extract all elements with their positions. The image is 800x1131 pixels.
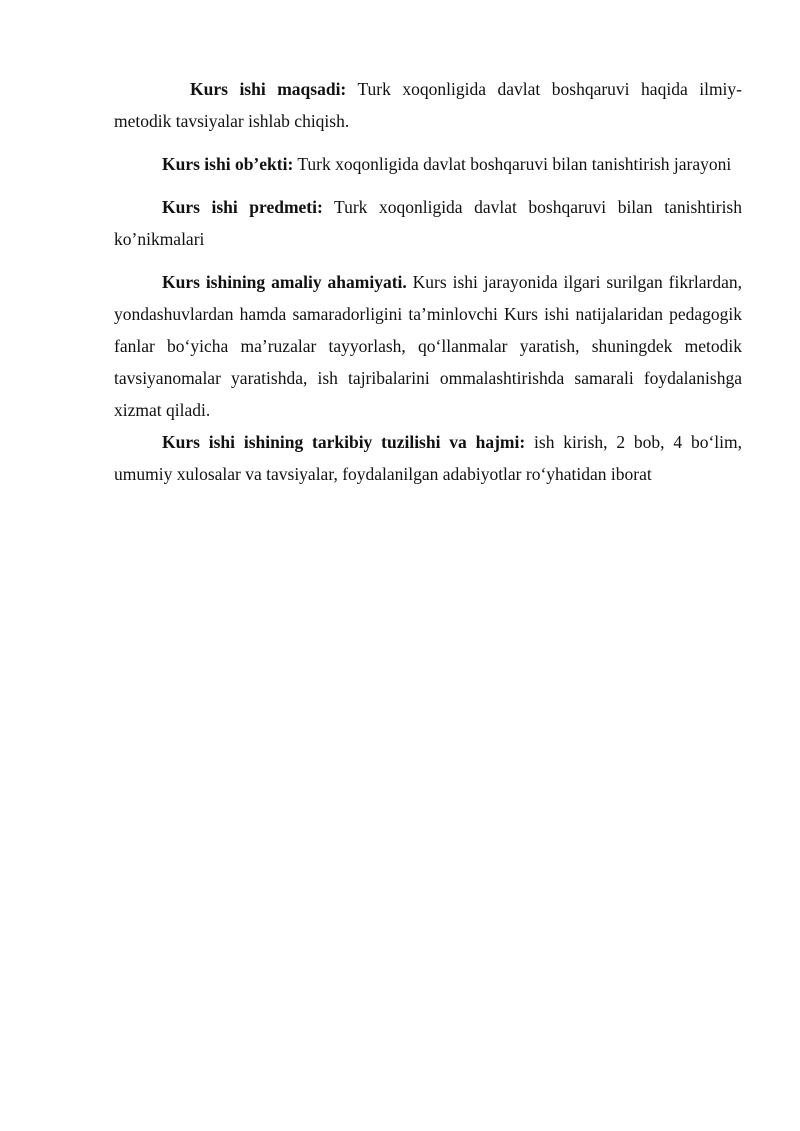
paragraph-goal-label: Kurs ishi maqsadi: bbox=[190, 79, 347, 99]
paragraph-object-label: Kurs ishi ob’ekti: bbox=[162, 154, 294, 174]
paragraph-subject bbox=[114, 191, 742, 255]
paragraph-subject-text: Turk xoqonligida davlat boshqaruvi bilan tanishtirish ko’nikmalari bbox=[114, 197, 742, 249]
paragraph-object-text: Turk xoqonligida davlat boshqaruvi bilan tanishtirish jarayoni bbox=[293, 154, 732, 174]
paragraph-practical-importance-label: Kurs ishining amaliy ahamiyati. bbox=[162, 272, 407, 292]
paragraph-structure bbox=[114, 426, 742, 490]
paragraph-practical-importance bbox=[114, 266, 742, 426]
paragraph-practical-importance-text: Kurs ishi jarayonida ilgari surilgan fikrlardan, yondashuvlardan hamda samaradorligini ta’minlovchi Kurs ishi natijalaridan pedagogik fanlar bo‘yicha ma’ruzalar tayyorlash, qo‘llanmalar yaratish, shuningdek metodik tavsiyanomalar yaratishda, ish tajribalarini ommalashtirishda samarali foydalanishga xizmat qiladi. bbox=[114, 272, 743, 420]
paragraph-goal bbox=[114, 73, 742, 137]
paragraph-structure-label: Kurs ishi ishining tarkibiy tuzilishi va hajmi: bbox=[162, 432, 526, 452]
paragraph-goal-text: Turk xoqonligida davlat boshqaruvi haqida ilmiy-metodik tavsiyalar ishlab chiqish. bbox=[114, 79, 742, 131]
document-body bbox=[114, 73, 742, 490]
paragraph-structure-text: ish kirish, 2 bob, 4 bo‘lim, umumiy xulosalar va tavsiyalar, foydalanilgan adabiyotlar ro‘yhatidan iborat bbox=[114, 432, 743, 484]
paragraph-subject-label: Kurs ishi predmeti: bbox=[162, 197, 323, 217]
paragraph-object bbox=[114, 148, 742, 180]
